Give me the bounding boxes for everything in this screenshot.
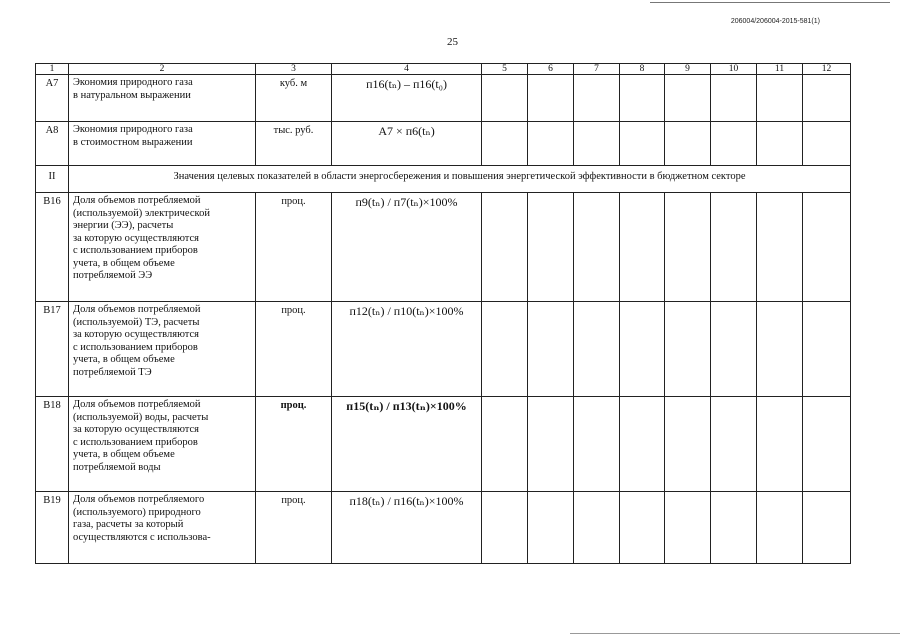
column-number: 1 xyxy=(36,64,69,75)
indicators-table xyxy=(35,63,851,564)
row-description-text: Доля объемов потребляемого (используемого) природного газа, расчеты за который осуществляются с использова- xyxy=(73,494,211,543)
column-number: 4 xyxy=(332,64,482,75)
row-description xyxy=(69,397,256,492)
row-formula: п18(tₙ) / п16(tₙ)×100% xyxy=(332,492,482,564)
table-row xyxy=(36,75,851,122)
page-number: 25 xyxy=(447,36,458,48)
row-unit: проц. xyxy=(256,397,332,492)
row-code: B18 xyxy=(36,397,69,492)
row-unit: проц. xyxy=(256,193,332,302)
table-row xyxy=(36,302,851,397)
row-unit: проц. xyxy=(256,302,332,397)
row-description-text: Доля объемов потребляемой (используемой) воды, расчеты за которую осуществляются с использованием приборов учета, в общем объеме потребляемой воды xyxy=(73,399,209,473)
row-description xyxy=(69,492,256,564)
row-description xyxy=(69,122,256,166)
row-code: A7 xyxy=(36,75,69,122)
row-code: B17 xyxy=(36,302,69,397)
row-code: B16 xyxy=(36,193,69,302)
row-unit: проц. xyxy=(256,492,332,564)
row-description xyxy=(69,193,256,302)
column-number: 2 xyxy=(69,64,256,75)
column-number: 12 xyxy=(803,64,851,75)
section-row xyxy=(36,166,851,193)
row-formula: п16(tₙ) – п16(t₀) xyxy=(332,75,482,122)
column-number: 9 xyxy=(665,64,711,75)
scan-artifact-line xyxy=(570,633,900,634)
row-unit: тыс. руб. xyxy=(256,122,332,166)
column-number: 7 xyxy=(574,64,620,75)
row-formula: п12(tₙ) / п10(tₙ)×100% xyxy=(332,302,482,397)
row-code: B19 xyxy=(36,492,69,564)
table-row xyxy=(36,492,851,564)
column-number: 11 xyxy=(757,64,803,75)
document-id: 206004/206004-2015-581(1) xyxy=(730,18,820,25)
scan-artifact-line xyxy=(650,2,890,3)
row-description-text: Доля объемов потребляемой (используемой) электрической энергии (ЭЭ), расчеты за которую осуществляются с использованием приборов учета, в общем объеме потребляемой ЭЭ xyxy=(73,195,210,281)
column-number: 6 xyxy=(528,64,574,75)
row-description xyxy=(69,75,256,122)
column-number-row xyxy=(36,64,851,75)
row-code: A8 xyxy=(36,122,69,166)
table-row xyxy=(36,122,851,166)
column-number: 8 xyxy=(620,64,665,75)
row-description xyxy=(69,302,256,397)
column-number: 3 xyxy=(256,64,332,75)
table-row xyxy=(36,193,851,302)
column-number: 5 xyxy=(482,64,528,75)
row-formula: A7 × п6(tₙ) xyxy=(332,122,482,166)
row-description-text: Доля объемов потребляемой (используемой) ТЭ, расчеты за которую осуществляются с использованием приборов учета, в общем объеме потребляемой ТЭ xyxy=(73,304,201,378)
table-row xyxy=(36,397,851,492)
section-title: Значения целевых показателей в области энергосбережения и повышения энергетической эффективности в бюджетном секторе xyxy=(69,166,851,193)
row-formula: п15(tₙ) / п13(tₙ)×100% xyxy=(332,397,482,492)
column-number: 10 xyxy=(711,64,757,75)
row-description-text: Экономия природного газа в стоимостном выражении xyxy=(73,124,193,148)
row-formula: п9(tₙ) / п7(tₙ)×100% xyxy=(332,193,482,302)
section-code: II xyxy=(36,166,69,193)
row-description-text: Экономия природного газа в натуральном выражении xyxy=(73,77,193,101)
row-unit: куб. м xyxy=(256,75,332,122)
